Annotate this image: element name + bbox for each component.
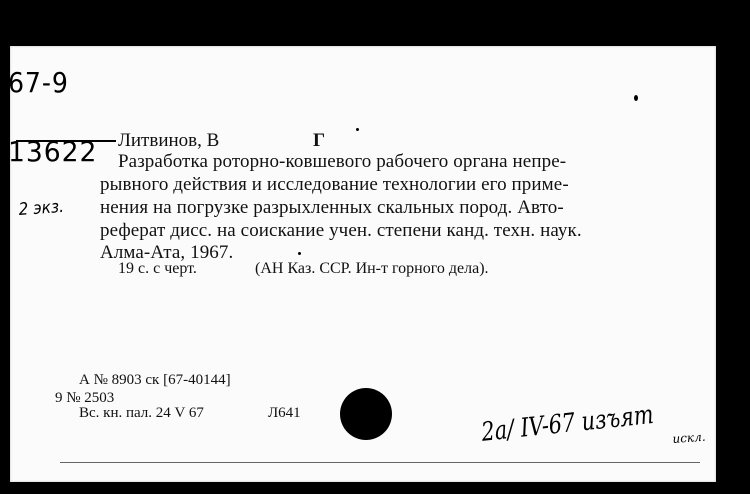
ink-speck [634,95,638,101]
handwritten-copies-note: 2 экз. [18,196,65,220]
punch-hole [340,388,392,440]
publisher-info: (АН Каз. ССР. Ин-т горного дела). [255,260,489,277]
ink-speck [356,128,359,131]
title-line-4: реферат дисс. на соискание учен. степени канд. техн. наук. [100,220,582,241]
title-line-5: Алма-Ата, 1967. [100,242,234,263]
title-line-2: рывного действия и исследование технологии его приме- [100,174,569,195]
catalog-code: Л641 [268,405,301,421]
pages-info: 19 с. с черт. [118,260,197,277]
accession-number: А № 8903 ск [67-40144] [79,372,231,388]
title-line-1: Разработка роторно-ковшевого рабочего органа непре- [118,151,567,172]
ink-speck [298,252,301,255]
handwritten-corner-note: искл. [672,429,706,446]
scan-line [60,462,700,463]
handwritten-signature: 2a/ IV-67 изъят [480,399,655,448]
author-initial: Г [313,130,326,151]
ink-speck [720,430,723,433]
title-line-3: нения на погрузке разрыхленных скальных пород. Авто- [100,197,564,218]
author-name: Литвинов, В [118,130,220,151]
call-number-bottom: 13622 [8,135,98,168]
book-chamber-info: Вс. кн. пал. 24 V 67 [79,405,204,421]
registry-number: 9 № 2503 [55,390,115,406]
call-number-top: 67-9 [8,66,69,99]
